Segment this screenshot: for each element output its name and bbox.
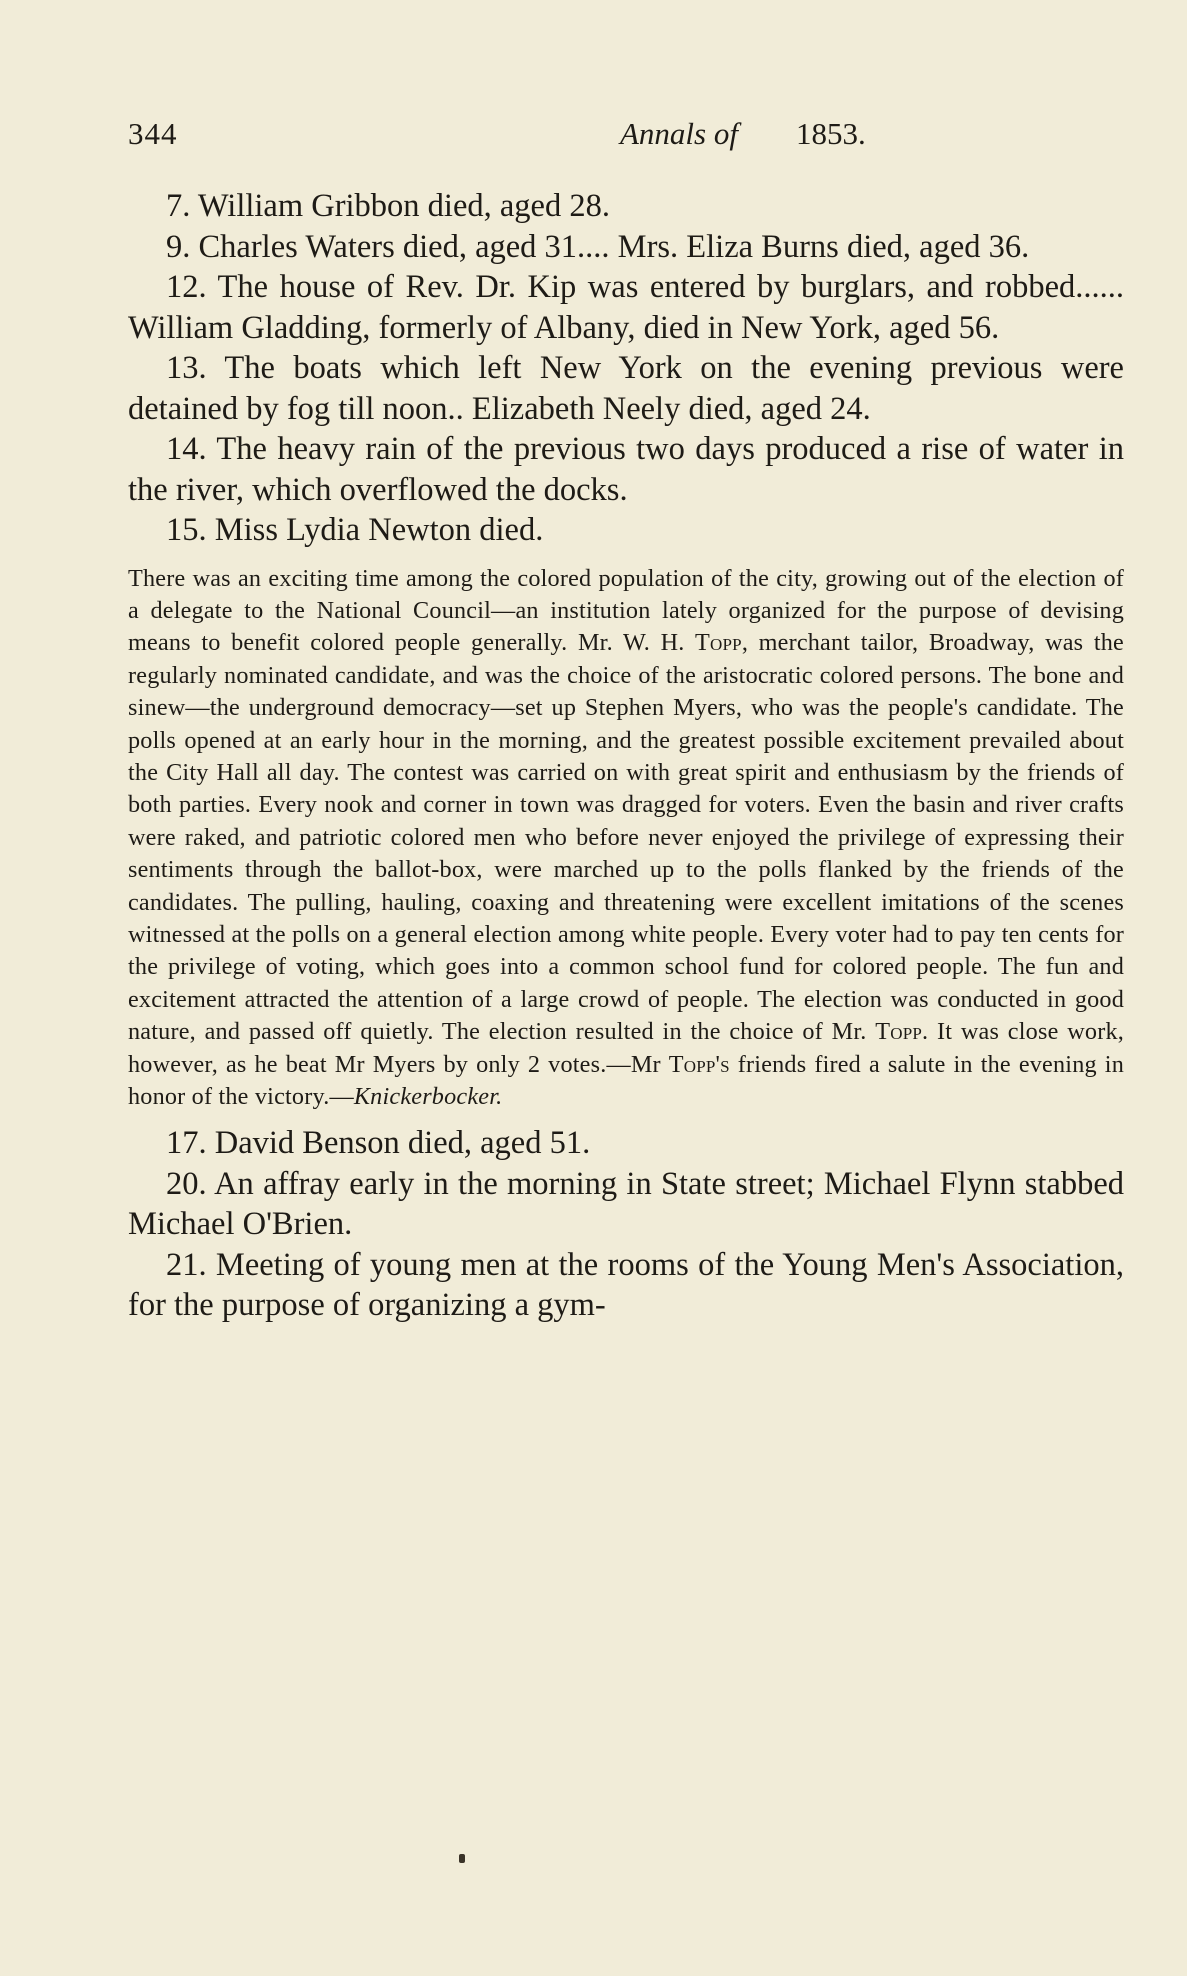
entry-14: 14. The heavy rain of the previous two days produced a rise of water in the river, which overflowed the docks. xyxy=(128,431,1124,508)
entry-12: 12. The house of Rev. Dr. Kip was entered by burglars, and robbed...... William Gladding, formerly of Albany, died in New York, aged 56. xyxy=(128,269,1124,346)
quote-text-3: . It was close work, however, as he beat Mr Myers by only 2 votes.—Mr xyxy=(128,1018,1124,1078)
running-year: 1853. xyxy=(796,116,866,151)
entry-7: 7. William Gribbon died, aged 28. xyxy=(166,188,610,224)
entry-9: 9. Charles Waters died, aged 31.... Mrs. Eliza Burns died, aged 36. xyxy=(166,228,1030,265)
entry-17: 17. David Benson died, aged 51. xyxy=(166,1125,591,1162)
quote-text-4: friends fired a salute in the evening in honor of the victory.— xyxy=(128,1050,1125,1110)
name-topp: Topp xyxy=(695,629,742,657)
entry-13: 13. The boats which left New York on the evening previous were detained by fog till noon.. Elizabeth Neely died, aged 24. xyxy=(128,350,1124,427)
quote-source: Knickerbocker. xyxy=(353,1083,503,1110)
entry-15: 15. Miss Lydia Newton died. xyxy=(166,512,544,548)
name-topp: Topp xyxy=(875,1018,923,1046)
running-title: Annals of xyxy=(620,116,738,151)
entry-20: 20. An affray early in the morning in State street; Michael Flynn stabbed Michael O'Brien. xyxy=(128,1165,1124,1243)
entry-21: 21. Meeting of young men at the rooms of the Young Men's Association, for the purpose of organizing a gym- xyxy=(128,1246,1124,1324)
page-number: 344 xyxy=(128,116,178,151)
running-header xyxy=(128,112,1128,162)
newspaper-quote xyxy=(128,563,1124,1114)
printer-mark xyxy=(459,1854,465,1863)
quote-text-2: , merchant tailor, Broadway, was the regularly nominated candidate, and was the choice of the aristocratic colored persons. The bone and sinew—the underground democracy—set up Stephen Myers, who was the people's candidate. The polls opened at an early hour in the morning, and the greatest possible excitement prevailed about the City Hall all day. The contest was carried on with great spirit and enthusiasm by the friends of both parties. Every nook and corner in town was dragged for voters. Even the basin and river crafts were raked, and patriotic colored men who before never enjoyed the privilege of expressing their sentiments through the ballot-box, were marched up to the polls flanked by the friends of the candidates. The pulling, hauling, coaxing and threatening were excellent imitations of the scenes witnessed at the polls on a general election among white people. Every voter had to pay ten cents for the privilege of voting, which goes into a common school fund for colored people. The fun and excitement attracted the attention of a large crowd of people. The election was conducted in good nature, and passed off quietly. The election resulted in the choice of Mr. xyxy=(128,629,1124,1046)
page-body xyxy=(128,186,1124,1326)
quote-text-1: There was an exciting time among the colored population of the city, growing out of the election of a delegate to the National Council—an institution lately organized for the purpose of devising means to benefit colored people generally. Mr. W. H. xyxy=(128,564,1124,657)
name-topp-possessive: Topp's xyxy=(668,1050,730,1078)
